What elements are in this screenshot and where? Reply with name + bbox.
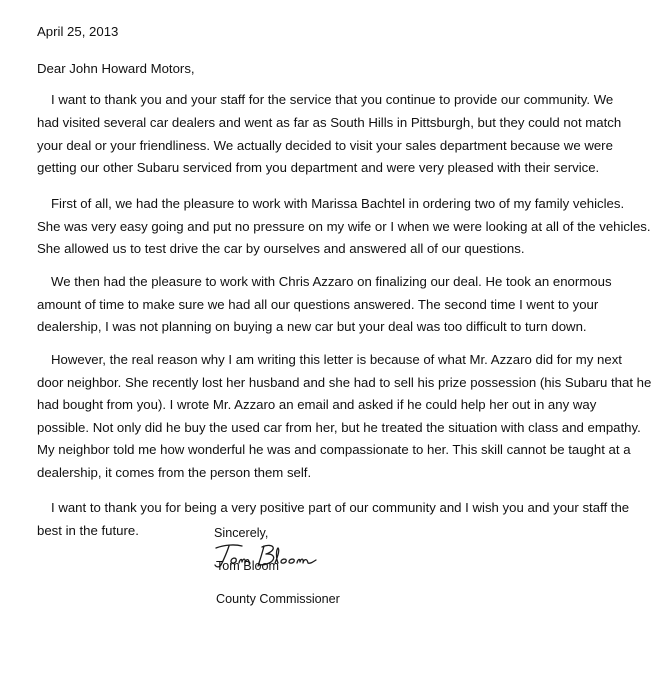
salutation: Dear John Howard Motors,: [37, 61, 195, 76]
paragraph-line: dealership, it comes from the person them self.: [37, 465, 312, 480]
closing: Sincerely,: [214, 526, 269, 540]
paragraph-line: your deal or your friendliness. We actually decided to visit your sales department because we were: [37, 138, 613, 153]
signer-name: Tom Bloom: [216, 559, 279, 573]
paragraph-line: possible. Not only did he buy the used car from her, but he treated the situation with class and empathy.: [37, 420, 641, 435]
signer-title: County Commissioner: [216, 592, 340, 606]
paragraph-line: had bought from you). I wrote Mr. Azzaro an email and asked if he could help her out in any way: [37, 397, 597, 412]
paragraph-line: First of all, we had the pleasure to work with Marissa Bachtel in ordering two of my family vehicles.: [51, 196, 625, 211]
paragraph-line: door neighbor. She recently lost her husband and she had to sell his prize possession (his Subaru that he: [37, 375, 652, 390]
paragraph-line: However, the real reason why I am writing this letter is because of what Mr. Azzaro did for my next: [51, 352, 622, 367]
letter-date: April 25, 2013: [37, 24, 119, 39]
paragraph-line: We then had the pleasure to work with Chris Azzaro on finalizing our deal. He took an enormous: [51, 274, 612, 289]
paragraph-line: She was very easy going and put no pressure on my wife or I when we were looking at all of the vehicles.: [37, 219, 651, 234]
paragraph-line: best in the future.: [37, 523, 139, 538]
paragraph-line: getting our other Subaru serviced from you department and were very pleased with their service.: [37, 160, 600, 175]
paragraph-line: amount of time to make sure we had all our questions answered. The second time I went to your: [37, 297, 599, 312]
paragraph-line: dealership, I was not planning on buying a new car but your deal was too difficult to turn down.: [37, 319, 587, 334]
paragraph-line: My neighbor told me how wonderful he was and compassionate to her. This skill cannot be taught at a: [37, 442, 631, 457]
paragraph-line: had visited several car dealers and went as far as South Hills in Pittsburgh, but they could not match: [37, 115, 622, 130]
paragraph-line: I want to thank you and your staff for the service that you continue to provide our community. We: [51, 92, 614, 107]
paragraph-line: I want to thank you for being a very positive part of our community and I wish you and your staff the: [51, 500, 630, 515]
paragraph-line: She allowed us to test drive the car by ourselves and answered all of our questions.: [37, 241, 525, 256]
